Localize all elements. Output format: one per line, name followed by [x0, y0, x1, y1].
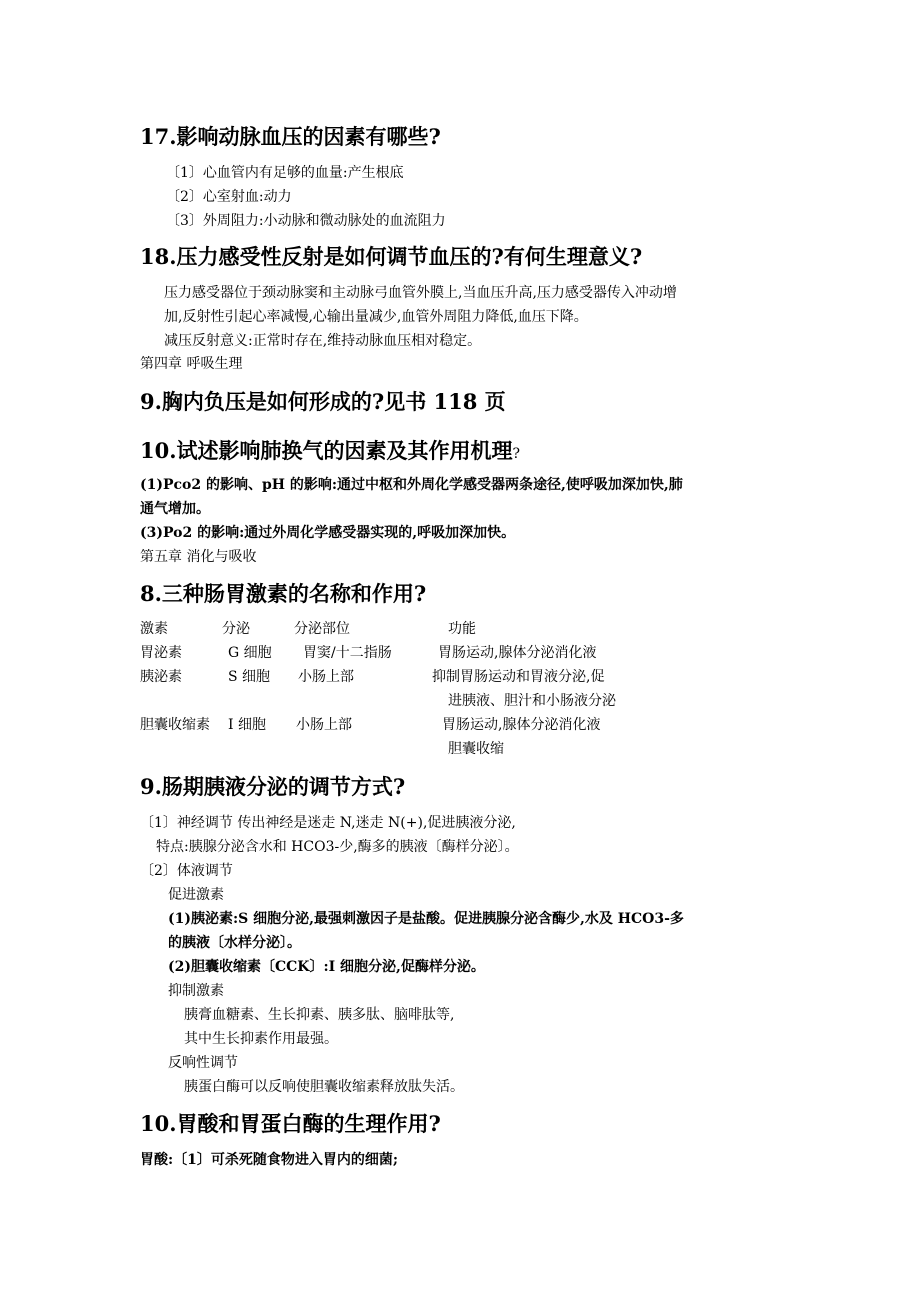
q9-line-10: 其中生长抑素作用最强。	[184, 1031, 338, 1047]
q9-line-1: 〔1〕神经调节 传出神经是迷走 N,迷走 N(+),促进胰液分泌,	[140, 815, 516, 831]
q10-paragraph-1: (1)Pco2 的影响、pH 的影响:通过中枢和外周化学感受器两条途径,使呼吸加深加快,肺	[140, 477, 683, 493]
row-2-function: 抑制胃肠运动和胃液分泌,促	[432, 669, 605, 685]
q9-line-2: 特点:胰腺分泌含水和 HCO3-少,酶多的胰液〔酶样分泌〕。	[156, 839, 519, 855]
q9-line-7: (2)胆囊收缩素〔CCK〕:I 细胞分泌,促酶样分泌。	[168, 959, 485, 975]
q10-paragraph-1-cont: 通气增加。	[140, 501, 210, 517]
chapter-5-heading: 第五章 消化与吸收	[140, 549, 257, 565]
q9-line-12: 胰蛋白酶可以反响使胆囊收缩素释放肽失活。	[184, 1079, 464, 1095]
q10-gastric-line-1: 胃酸:〔1〕可杀死随食物进入胃内的细菌;	[140, 1152, 399, 1168]
q10-gastric-title: 10.胃酸和胃蛋白酶的生理作用?	[140, 1111, 441, 1136]
q17-item-1: 〔1〕心血管内有足够的血量:产生根底	[166, 165, 404, 181]
q18-paragraph-1-cont: 加,反射性引起心率减慢,心输出量减少,血管外周阻力降低,血压下降。	[164, 309, 588, 325]
row-2-site: 小肠上部	[298, 669, 354, 685]
table-header-hormone: 激素	[140, 621, 168, 637]
row-1-cell: G 细胞	[228, 645, 272, 661]
q9-pleural-title: 9.胸内负压是如何形成的?见书 118 页	[140, 389, 506, 414]
q9-line-5: (1)胰泌素:S 细胞分泌,最强刺激因子是盐酸。促进胰腺分泌含酶少,水及 HCO3-多	[168, 911, 684, 927]
row-3-function-cont: 胆囊收缩	[448, 741, 504, 757]
q9-line-9: 胰膏血糖素、生长抑素、胰多肽、脑啡肽等,	[184, 1007, 455, 1023]
row-3-function: 胃肠运动,腺体分泌消化液	[442, 717, 601, 733]
table-header-site: 分泌部位	[294, 621, 350, 637]
q9-pancreatic-title: 9.肠期胰液分泌的调节方式?	[140, 774, 406, 799]
row-1-hormone: 胃泌素	[140, 645, 182, 661]
q10-gas-exchange-title	[140, 440, 520, 461]
q9-line-3: 〔2〕体液调节	[140, 863, 233, 879]
row-3-cell: I 细胞	[228, 717, 266, 733]
q17-item-3: 〔3〕外周阻力:小动脉和微动脉处的血流阻力	[166, 213, 446, 229]
q17-title: 17.影响动脉血压的因素有哪些?	[140, 124, 441, 149]
row-3-site: 小肠上部	[296, 717, 352, 733]
q18-paragraph-1: 压力感受器位于颈动脉窦和主动脉弓血管外膜上,当血压升高,压力感受器传入冲动增	[164, 285, 677, 301]
table-header-secretion: 分泌	[222, 621, 250, 637]
q10-title-main: 10.试述影响肺换气的因素及其作用机理	[140, 438, 513, 463]
row-2-cell: S 细胞	[228, 669, 271, 685]
row-2-hormone: 胰泌素	[140, 669, 182, 685]
q17-item-2: 〔2〕心室射血:动力	[166, 189, 292, 205]
q9-line-6: 的胰液〔水样分泌〕。	[168, 935, 301, 951]
q18-title: 18.压力感受性反射是如何调节血压的?有何生理意义?	[140, 244, 643, 269]
row-1-function: 胃肠运动,腺体分泌消化液	[438, 645, 597, 661]
q9-line-4: 促进激素	[168, 887, 224, 903]
q9-line-11: 反响性调节	[168, 1055, 238, 1071]
chapter-4-heading: 第四章 呼吸生理	[140, 356, 243, 372]
q9-line-8: 抑制激素	[168, 983, 224, 999]
row-1-site: 胃窦/十二指肠	[303, 645, 392, 661]
q10-paragraph-2: (3)Po2 的影响:通过外周化学感受器实现的,呼吸加深加快。	[140, 525, 516, 541]
q8-hormones-title: 8.三种肠胃激素的名称和作用?	[140, 581, 427, 606]
row-3-hormone: 胆囊收缩素	[140, 717, 210, 733]
q18-paragraph-2: 减压反射意义:正常时存在,维持动脉血压相对稳定。	[164, 333, 482, 349]
row-2-function-cont: 进胰液、胆汁和小肠液分泌	[448, 693, 616, 709]
table-header-function: 功能	[448, 621, 476, 637]
q10-title-end: ?	[512, 446, 521, 462]
